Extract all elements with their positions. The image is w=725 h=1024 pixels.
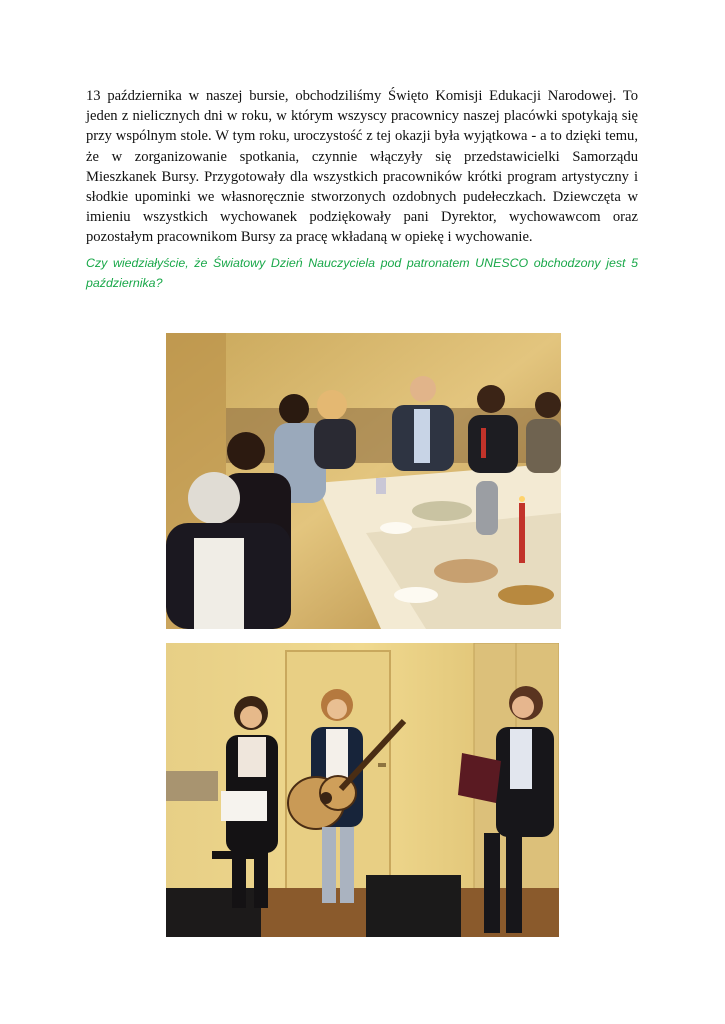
staff-table-photo — [166, 333, 561, 629]
fun-fact: Czy wiedziałyście, że Światowy Dzień Nauczyciela pod patronatem UNESCO obchodzony jest 5 października? — [86, 256, 638, 290]
performers-photo — [166, 643, 559, 937]
article-paragraph: 13 października w naszej bursie, obchodziliśmy Święto Komisji Edukacji Narodowej. To jeden z nielicznych dni w roku, w którym wszyscy pracownicy naszej placówki spotykają się przy wspólnym stole. W tym roku, uroczystość z tej okazji była wyjątkowa - a to dzięki temu, że w zorganizowanie spotkania, czynnie włączyły się przedstawicielki Samorządu Mieszkanek Bursy. Przygotowały dla wszystkich pracowników krótki program artystyczny i słodkie upominki we własnoręcznie stworzonych ozdobnych pudełeczkach. Dziewczęta w imieniu wszystkich wychowanek podziękowały pani Dyrektor, wychowawcom oraz pozostałym pracownikom Bursy za pracę wkładaną w opiekę i wychowanie. — [86, 88, 638, 246]
